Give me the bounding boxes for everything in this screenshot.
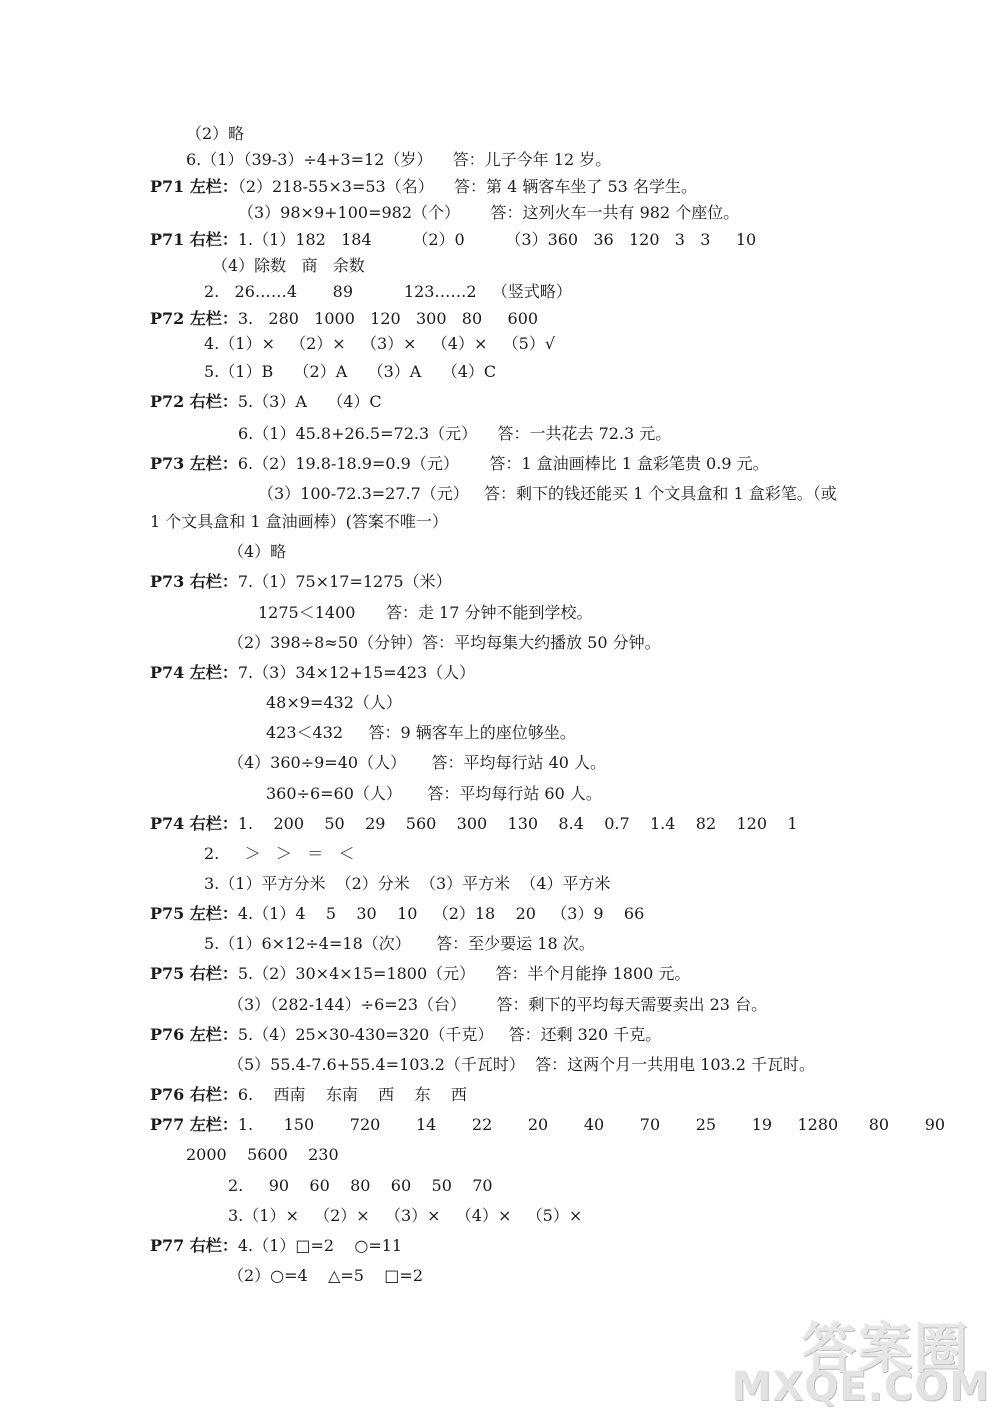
answer-text: （3）98×9+100=982（个） 答：这列火车一共有 982 个座位。 xyxy=(238,203,740,222)
answer-text: 5.（1）6×12÷4=18（次） 答：至少要运 18 次。 xyxy=(204,934,595,953)
answer-line xyxy=(204,934,595,954)
answer-text: 5.（1）B （2）A （3）A （4）C xyxy=(204,362,497,381)
answer-line xyxy=(150,512,448,532)
answer-text: 2000 5600 230 xyxy=(186,1145,339,1164)
answer-text: 4.（1）□=2 ○=11 xyxy=(237,1236,403,1255)
answer-text: 5.（3）A （4）C xyxy=(237,392,382,411)
answer-text: 1.（1）182 184 （2）0 （3）360 36 120 3 3 10 xyxy=(237,230,757,249)
answer-line xyxy=(228,1176,493,1196)
answer-text: 2. ＞ ＞ ＝ ＜ xyxy=(204,844,355,863)
answer-text: 1. 200 50 29 560 300 130 8.4 0.7 1.4 82 120 1 xyxy=(237,814,798,833)
answer-line xyxy=(238,424,671,444)
answer-text: 4.（1）4 5 30 10 （2）18 20 （3）9 66 xyxy=(237,904,645,923)
page-column-label: P71 左栏： xyxy=(150,177,238,196)
answer-text: 6.（1）（39-3）÷4+3=12（岁） 答：儿子今年 12 岁。 xyxy=(186,150,612,169)
page-column-label: P77 左栏： xyxy=(150,1115,238,1134)
answer-line xyxy=(228,1266,423,1286)
answer-line xyxy=(238,203,739,223)
answer-line xyxy=(150,1085,467,1105)
page-column-label: P77 右栏： xyxy=(150,1236,238,1255)
page-column-label: P71 右栏： xyxy=(150,230,238,249)
answer-line xyxy=(186,124,244,144)
answer-line xyxy=(150,964,690,984)
answer-text: 3.（1）平方分米 （2）分米 （3）平方米 （4）平方米 xyxy=(204,874,611,893)
answer-text: 2. 26……4 89 123……2 （竖式略） xyxy=(204,282,572,301)
answer-line xyxy=(266,784,602,804)
page-column-label: P76 右栏： xyxy=(150,1085,238,1104)
answer-line xyxy=(228,633,661,653)
answer-text: （3）（282-144）÷6=23（台） 答：剩下的平均每天需要卖出 23 台。 xyxy=(228,995,768,1014)
answer-line xyxy=(150,1025,661,1045)
answer-text: 1275＜1400 答：走 17 分钟不能到学校。 xyxy=(258,603,593,622)
answer-text: （2）218-55×3=53（名） 答：第 4 辆客车坐了 53 名学生。 xyxy=(237,177,697,196)
answer-text: （2）略 xyxy=(186,124,245,143)
answer-line xyxy=(228,995,767,1015)
answer-text: 2. 90 60 80 60 50 70 xyxy=(228,1176,493,1195)
answer-text: 6.（2）19.8-18.9=0.9（元） 答：1 盒油画棒比 1 盒彩笔贵 0.9 元。 xyxy=(237,454,769,473)
answer-line xyxy=(204,334,555,354)
page-column-label: P72 右栏： xyxy=(150,392,238,411)
answer-text: （4）除数 商 余数 xyxy=(212,256,365,275)
answer-line xyxy=(150,572,452,592)
answer-line xyxy=(186,150,611,170)
answer-line xyxy=(150,814,798,834)
page-column-label: P75 左栏： xyxy=(150,904,238,923)
page-column-label: P76 左栏： xyxy=(150,1025,238,1044)
answer-line xyxy=(204,282,572,302)
watermark-url-text: MXQE.COM xyxy=(731,1364,990,1410)
answer-line xyxy=(150,454,769,474)
answer-text: 5.（2）30×4×15=1800（元） 答：半个月能挣 1800 元。 xyxy=(237,964,691,983)
answer-line xyxy=(150,177,697,197)
answer-text: 1. 150 720 14 22 20 40 70 25 19 1280 80 90 xyxy=(237,1115,946,1134)
answer-text: 3.（1）× （2）× （3）× （4）× （5）× xyxy=(228,1206,583,1225)
answer-line xyxy=(150,309,538,329)
answer-text: 7.（1）75×17=1275（米） xyxy=(237,572,452,591)
answer-text: 1 个文具盒和 1 盒油画棒）(答案不唯一） xyxy=(150,512,448,531)
page-column-label: P72 左栏： xyxy=(150,309,238,328)
answer-text: 3. 280 1000 120 300 80 600 xyxy=(237,309,539,328)
answer-text: （4）360÷9=40（人） 答：平均每行站 40 人。 xyxy=(228,753,607,772)
answer-line xyxy=(228,1055,815,1075)
answer-line xyxy=(204,874,611,894)
answer-line xyxy=(228,753,606,773)
answer-line xyxy=(258,603,593,623)
answer-line xyxy=(186,1145,339,1165)
answer-line xyxy=(266,723,576,743)
answer-text: 5.（4）25×30-430=320（千克） 答：还剩 320 千克。 xyxy=(237,1025,662,1044)
answer-line xyxy=(228,542,286,562)
answer-line xyxy=(258,484,837,504)
answer-text: 6.（1）45.8+26.5=72.3（元） 答：一共花去 72.3 元。 xyxy=(238,424,672,443)
answer-text: 423＜432 答：9 辆客车上的座位够坐。 xyxy=(266,723,576,742)
answer-text: 48×9=432（人） xyxy=(266,693,402,712)
answer-text: （4）略 xyxy=(228,542,287,561)
answer-line xyxy=(204,362,496,382)
answer-line xyxy=(150,663,475,683)
watermark xyxy=(724,1300,994,1410)
answer-text: 4.（1）× （2）× （3）× （4）× （5）√ xyxy=(204,334,556,353)
answer-text: （3）100-72.3=27.7（元） 答：剩下的钱还能买 1 个文具盒和 1 盒彩笔。（或 xyxy=(258,484,837,503)
page-column-label: P73 右栏： xyxy=(150,572,238,591)
watermark-logo-text: 答案圈 xyxy=(802,1317,970,1380)
answer-text: 360÷6=60（人） 答：平均每行站 60 人。 xyxy=(266,784,602,803)
page-column-label: P73 左栏： xyxy=(150,454,238,473)
answer-text: 7.（3）34×12+15=423（人） xyxy=(237,663,476,682)
answer-line xyxy=(204,844,354,864)
page-column-label: P74 左栏： xyxy=(150,663,238,682)
answer-line xyxy=(150,1115,945,1135)
answer-line xyxy=(212,256,365,276)
answer-line xyxy=(228,1206,582,1226)
answer-line xyxy=(150,1236,402,1256)
answer-line xyxy=(266,693,402,713)
answer-line xyxy=(150,904,644,924)
page-column-label: P74 右栏： xyxy=(150,814,238,833)
answer-text: （2）○=4 △=5 □=2 xyxy=(228,1266,424,1285)
answer-line xyxy=(150,230,756,250)
answer-line xyxy=(150,392,382,412)
answer-text: 6. 西南 东南 西 东 西 xyxy=(237,1085,467,1104)
answer-text: （2）398÷8≈50（分钟）答：平均每集大约播放 50 分钟。 xyxy=(228,633,661,652)
answer-text: （5）55.4-7.6+55.4=103.2（千瓦时） 答：这两个月一共用电 103.2 千瓦时。 xyxy=(228,1055,816,1074)
page-column-label: P75 右栏： xyxy=(150,964,238,983)
